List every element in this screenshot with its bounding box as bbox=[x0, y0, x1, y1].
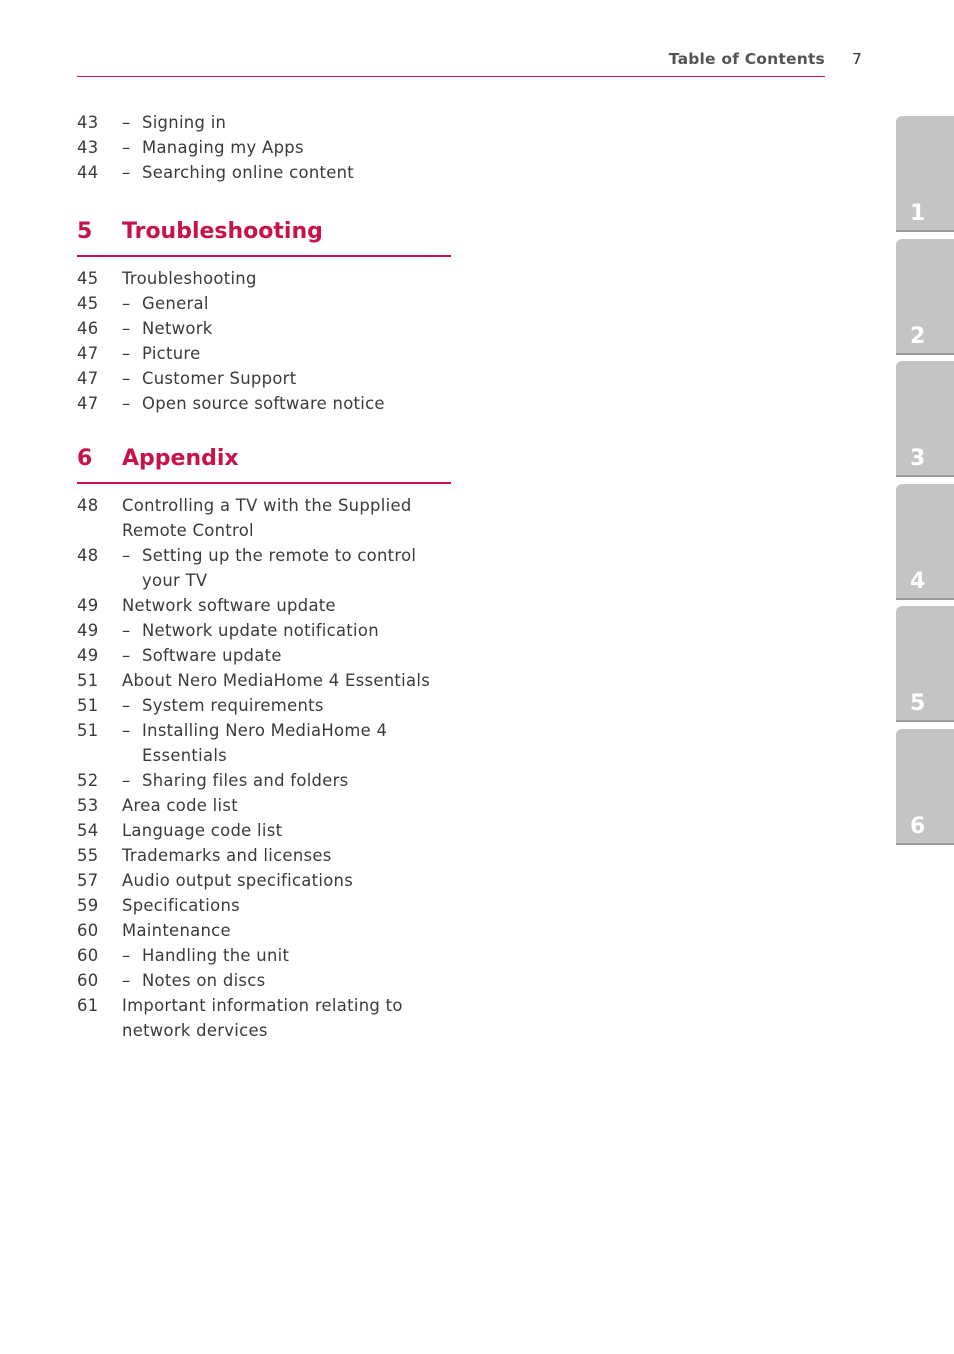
toc-page-number: 45 bbox=[77, 294, 99, 313]
toc-entry[interactable] bbox=[77, 843, 451, 868]
toc-entry-text: Important information relating to network dervices bbox=[122, 996, 403, 1040]
toc-dash: – bbox=[122, 113, 131, 132]
toc-entry-text: Software update bbox=[142, 646, 282, 665]
toc-page-number: 60 bbox=[77, 946, 99, 965]
toc-entry-text: Signing in bbox=[142, 113, 227, 132]
toc-entry-text: Language code list bbox=[122, 821, 283, 840]
toc-entry-text: Handling the unit bbox=[142, 946, 290, 965]
toc-entry-text: Setting up the remote to control your TV bbox=[142, 546, 417, 590]
toc-entry-text: Area code list bbox=[122, 796, 238, 815]
toc-entry[interactable] bbox=[77, 818, 451, 843]
chapter-tab-2[interactable] bbox=[896, 239, 954, 355]
toc-page-number: 47 bbox=[77, 344, 99, 363]
toc-dash: – bbox=[122, 721, 131, 740]
toc-entry[interactable] bbox=[77, 868, 451, 893]
toc-entry[interactable] bbox=[77, 266, 451, 291]
toc-page-number: 48 bbox=[77, 496, 99, 515]
toc-entry[interactable] bbox=[77, 693, 451, 718]
toc-intro-list bbox=[77, 110, 451, 185]
toc-entry[interactable] bbox=[77, 643, 451, 668]
toc-page-number: 51 bbox=[77, 721, 99, 740]
toc-entry[interactable] bbox=[77, 793, 451, 818]
toc-page-number: 55 bbox=[77, 846, 99, 865]
toc-dash: – bbox=[122, 621, 131, 640]
section-number: 5 bbox=[77, 219, 93, 244]
toc-dash: – bbox=[122, 319, 131, 338]
chapter-tab-5[interactable] bbox=[896, 606, 954, 722]
chapter-tab-6[interactable] bbox=[896, 729, 954, 845]
toc-entry-text: Network software update bbox=[122, 596, 336, 615]
toc-page-number: 61 bbox=[77, 996, 99, 1015]
section-title: Appendix bbox=[122, 446, 239, 471]
chapter-tab-label: 1 bbox=[910, 201, 926, 226]
toc-entry-text: Audio output specifications bbox=[122, 871, 354, 890]
chapter-tab-label: 3 bbox=[910, 446, 926, 471]
toc-entry[interactable] bbox=[77, 918, 451, 943]
toc-entry-text: Trademarks and licenses bbox=[122, 846, 332, 865]
toc-entry[interactable] bbox=[77, 160, 451, 185]
toc-section-troubleshooting bbox=[77, 219, 451, 416]
toc-page-number: 60 bbox=[77, 971, 99, 990]
toc-page-number: 49 bbox=[77, 596, 99, 615]
chapter-tab-label: 4 bbox=[910, 568, 926, 594]
toc-page-number: 46 bbox=[77, 319, 99, 338]
section-number: 6 bbox=[77, 446, 93, 471]
toc-page-number: 49 bbox=[77, 621, 99, 640]
toc-entry-text: Managing my Apps bbox=[142, 138, 304, 157]
page-header bbox=[77, 50, 825, 77]
toc-dash: – bbox=[122, 369, 131, 388]
toc-entry-text: Sharing files and folders bbox=[142, 771, 349, 790]
toc-dash: – bbox=[122, 138, 131, 157]
toc-entry[interactable] bbox=[77, 341, 451, 366]
toc-entry-text: Picture bbox=[142, 344, 201, 363]
chapter-tab-label: 6 bbox=[910, 813, 926, 839]
toc-entry-text: Installing Nero MediaHome 4 Essentials bbox=[142, 721, 388, 765]
section-heading bbox=[77, 219, 451, 257]
toc-entry[interactable] bbox=[77, 593, 451, 618]
toc-entry-text: Customer Support bbox=[142, 369, 297, 388]
chapter-tab-3[interactable] bbox=[896, 361, 954, 477]
toc-entry[interactable] bbox=[77, 768, 451, 793]
toc-page-number: 48 bbox=[77, 546, 99, 565]
toc-entry[interactable] bbox=[77, 943, 451, 968]
toc-entry[interactable] bbox=[77, 291, 451, 316]
toc-page-number: 44 bbox=[77, 163, 99, 182]
toc-entry-text: Controlling a TV with the Supplied Remote Control bbox=[122, 496, 412, 540]
toc-page-number: 54 bbox=[77, 821, 99, 840]
toc-dash: – bbox=[122, 546, 131, 565]
toc-entry-text: Searching online content bbox=[142, 163, 355, 182]
header-title: Table of Contents bbox=[668, 50, 825, 68]
toc-entry[interactable] bbox=[77, 110, 451, 135]
toc-page-number: 43 bbox=[77, 138, 99, 157]
toc-dash: – bbox=[122, 946, 131, 965]
toc-entry[interactable] bbox=[77, 543, 451, 593]
toc-page-number: 53 bbox=[77, 796, 99, 815]
toc-page-number: 43 bbox=[77, 113, 99, 132]
toc-entry-text: Specifications bbox=[122, 896, 240, 915]
toc-page-number: 51 bbox=[77, 671, 99, 690]
toc-entry-text: Network update notification bbox=[142, 621, 379, 640]
toc-page-number: 45 bbox=[77, 269, 99, 288]
toc-page-number: 51 bbox=[77, 696, 99, 715]
toc-entry[interactable] bbox=[77, 366, 451, 391]
toc-page-number: 49 bbox=[77, 646, 99, 665]
chapter-tab-label: 2 bbox=[910, 323, 926, 349]
chapter-tab-1[interactable] bbox=[896, 116, 954, 232]
toc-dash: – bbox=[122, 646, 131, 665]
toc-entry-text: About Nero MediaHome 4 Essentials bbox=[122, 671, 431, 690]
toc-page-number: 57 bbox=[77, 871, 99, 890]
toc-entry[interactable] bbox=[77, 668, 451, 693]
section-heading bbox=[77, 446, 451, 484]
chapter-tab-label: 5 bbox=[910, 691, 926, 716]
toc-entry-text: General bbox=[142, 294, 209, 313]
toc-page-number: 47 bbox=[77, 369, 99, 388]
page-number: 7 bbox=[852, 50, 862, 68]
toc-page-number: 47 bbox=[77, 394, 99, 413]
toc-dash: – bbox=[122, 163, 131, 182]
toc-entry[interactable] bbox=[77, 893, 451, 918]
toc-page-number: 60 bbox=[77, 921, 99, 940]
toc-dash: – bbox=[122, 696, 131, 715]
toc-entry[interactable] bbox=[77, 391, 451, 416]
toc-dash: – bbox=[122, 294, 131, 313]
toc-entry[interactable] bbox=[77, 135, 451, 160]
toc-entry[interactable] bbox=[77, 718, 451, 768]
toc-entry[interactable] bbox=[77, 968, 451, 993]
chapter-tab-4[interactable] bbox=[896, 484, 954, 600]
toc-entry[interactable] bbox=[77, 993, 451, 1043]
toc-entry-text: Maintenance bbox=[122, 921, 231, 940]
toc-entry[interactable] bbox=[77, 618, 451, 643]
toc-entry[interactable] bbox=[77, 493, 451, 543]
toc-entry-text: Troubleshooting bbox=[122, 269, 257, 288]
toc-entry[interactable] bbox=[77, 316, 451, 341]
section-title: Troubleshooting bbox=[122, 219, 323, 244]
toc-page-number: 52 bbox=[77, 771, 99, 790]
toc-dash: – bbox=[122, 344, 131, 363]
toc-dash: – bbox=[122, 394, 131, 413]
toc-page-number: 59 bbox=[77, 896, 99, 915]
toc-section-appendix bbox=[77, 446, 451, 1043]
toc-entry-text: System requirements bbox=[142, 696, 324, 715]
toc-entry-text: Open source software notice bbox=[142, 394, 385, 413]
toc-dash: – bbox=[122, 971, 131, 990]
toc-entry-text: Network bbox=[142, 319, 213, 338]
toc-dash: – bbox=[122, 771, 131, 790]
toc-entry-text: Notes on discs bbox=[142, 971, 266, 990]
